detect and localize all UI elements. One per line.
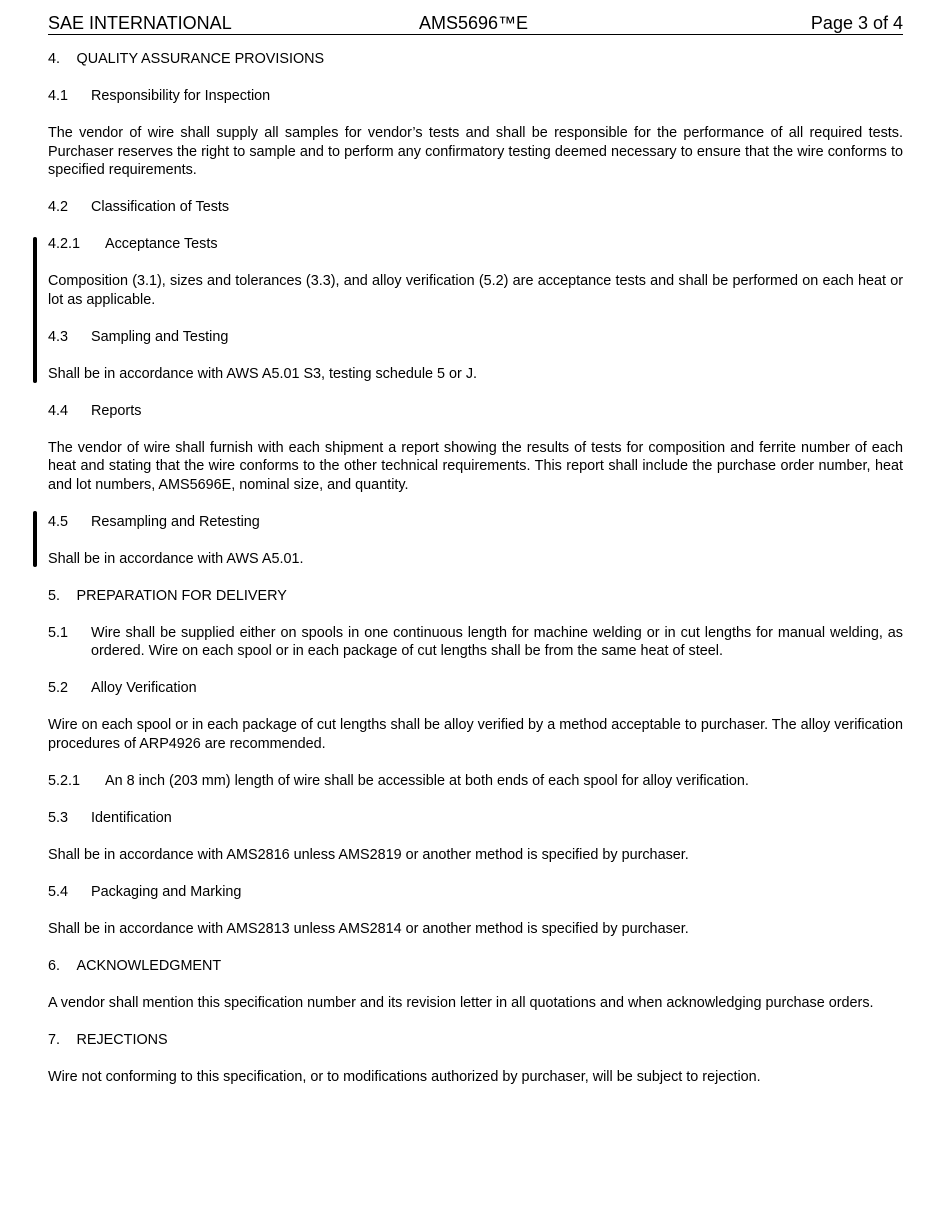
section-paragraph: Wire shall be supplied either on spools in one continuous length for machine welding or in cut lengths for manual welding, as ordered. Wire on each spool or in each package of cut lengths shall be from the same heat of steel. [91, 624, 903, 659]
section-paragraph: The vendor of wire shall supply all samples for vendor’s tests and shall be responsible for the performance of all required tests. Purchaser reserves the right to sample and to perform any confirmatory testing deemed necessary to ensure that the wire conforms to specified requirements. [48, 125, 903, 178]
section-number: 4. [48, 51, 61, 67]
section-number: 7. [48, 1031, 61, 1048]
section-title: Acceptance Tests [105, 236, 218, 252]
section-title: Responsibility for Inspection [91, 88, 271, 104]
section-heading [48, 772, 903, 791]
section-title: Sampling and Testing [91, 328, 229, 345]
section-number: 4.1 [48, 88, 69, 104]
section-title: Identification [91, 809, 172, 826]
section-number: 5.4 [48, 883, 69, 900]
section-number: 4.2 [48, 199, 69, 215]
section-heading [48, 50, 903, 69]
section-number: 5.1 [48, 624, 69, 641]
section-title: QUALITY ASSURANCE PROVISIONS [76, 51, 325, 67]
section-heading [48, 883, 903, 902]
section-title: Alloy Verification [91, 680, 197, 696]
section-title: Packaging and Marking [91, 883, 242, 900]
section-number: 6. [48, 957, 61, 974]
section-title: REJECTIONS [76, 1031, 168, 1048]
header-org: SAE INTERNATIONAL [48, 13, 232, 33]
revision-bar [33, 237, 37, 383]
section-number: 4.4 [48, 402, 69, 419]
section-title: ACKNOWLEDGMENT [76, 957, 222, 974]
section-heading [48, 587, 903, 606]
section-heading [48, 957, 903, 976]
section-title: PREPARATION FOR DELIVERY [76, 587, 287, 604]
document-body [48, 50, 903, 1105]
section-paragraph: A vendor shall mention this specification number and its revision letter in all quotations and when acknowledging purchase orders. [48, 994, 874, 1011]
section-heading [48, 513, 903, 532]
section-number: 4.3 [48, 328, 69, 345]
section-title: Reports [91, 402, 142, 419]
page-header [48, 13, 903, 35]
section-paragraph: Shall be in accordance with AMS2816 unless AMS2819 or another method is specified by purchaser. [48, 846, 689, 863]
section-number: 5. [48, 587, 61, 604]
section-title: Resampling and Retesting [91, 513, 260, 530]
section-heading [48, 1031, 903, 1050]
section-title: Classification of Tests [91, 199, 230, 215]
section-paragraph: An 8 inch (203 mm) length of wire shall be accessible at both ends of each spool for alloy verification. [105, 772, 749, 789]
section-heading [48, 679, 903, 698]
section-paragraph: Shall be in accordance with AWS A5.01. [48, 550, 304, 567]
numbered-item [48, 624, 903, 661]
section-paragraph: Wire not conforming to this specification, or to modifications authorized by purchaser, will be subject to rejection. [48, 1068, 761, 1085]
section-heading [48, 87, 903, 106]
revision-bar [33, 511, 37, 567]
section-number: 5.2 [48, 680, 69, 696]
section-paragraph: Shall be in accordance with AWS A5.01 S3, testing schedule 5 or J. [48, 365, 478, 382]
section-paragraph: Composition (3.1), sizes and tolerances (3.3), and alloy verification (5.2) are acceptance tests and shall be performed on each heat or lot as applicable. [48, 273, 903, 308]
section-paragraph: Wire on each spool or in each package of cut lengths shall be alloy verified by a method acceptable to purchaser. The alloy verification procedures of ARP4926 are recommended. [48, 717, 903, 752]
section-number: 5.2.1 [48, 772, 81, 789]
section-heading [48, 402, 903, 421]
header-page-number: Page 3 of 4 [810, 13, 903, 33]
section-heading [48, 809, 903, 828]
section-heading [48, 235, 903, 254]
section-number: 4.2.1 [48, 236, 81, 252]
section-paragraph: Shall be in accordance with AMS2813 unless AMS2814 or another method is specified by purchaser. [48, 920, 689, 937]
section-paragraph: The vendor of wire shall furnish with each shipment a report showing the results of tests for composition and ferrite number of each heat and stating that the wire conforms to the other technical requirements. This report shall include the purchase order number, heat and lot numbers, AMS5696E, nominal size, and quantity. [48, 439, 903, 493]
header-doc-id: AMS5696™E [419, 13, 529, 33]
section-heading [48, 328, 903, 347]
section-heading [48, 198, 903, 217]
section-number: 5.3 [48, 809, 69, 826]
section-number: 4.5 [48, 513, 69, 530]
